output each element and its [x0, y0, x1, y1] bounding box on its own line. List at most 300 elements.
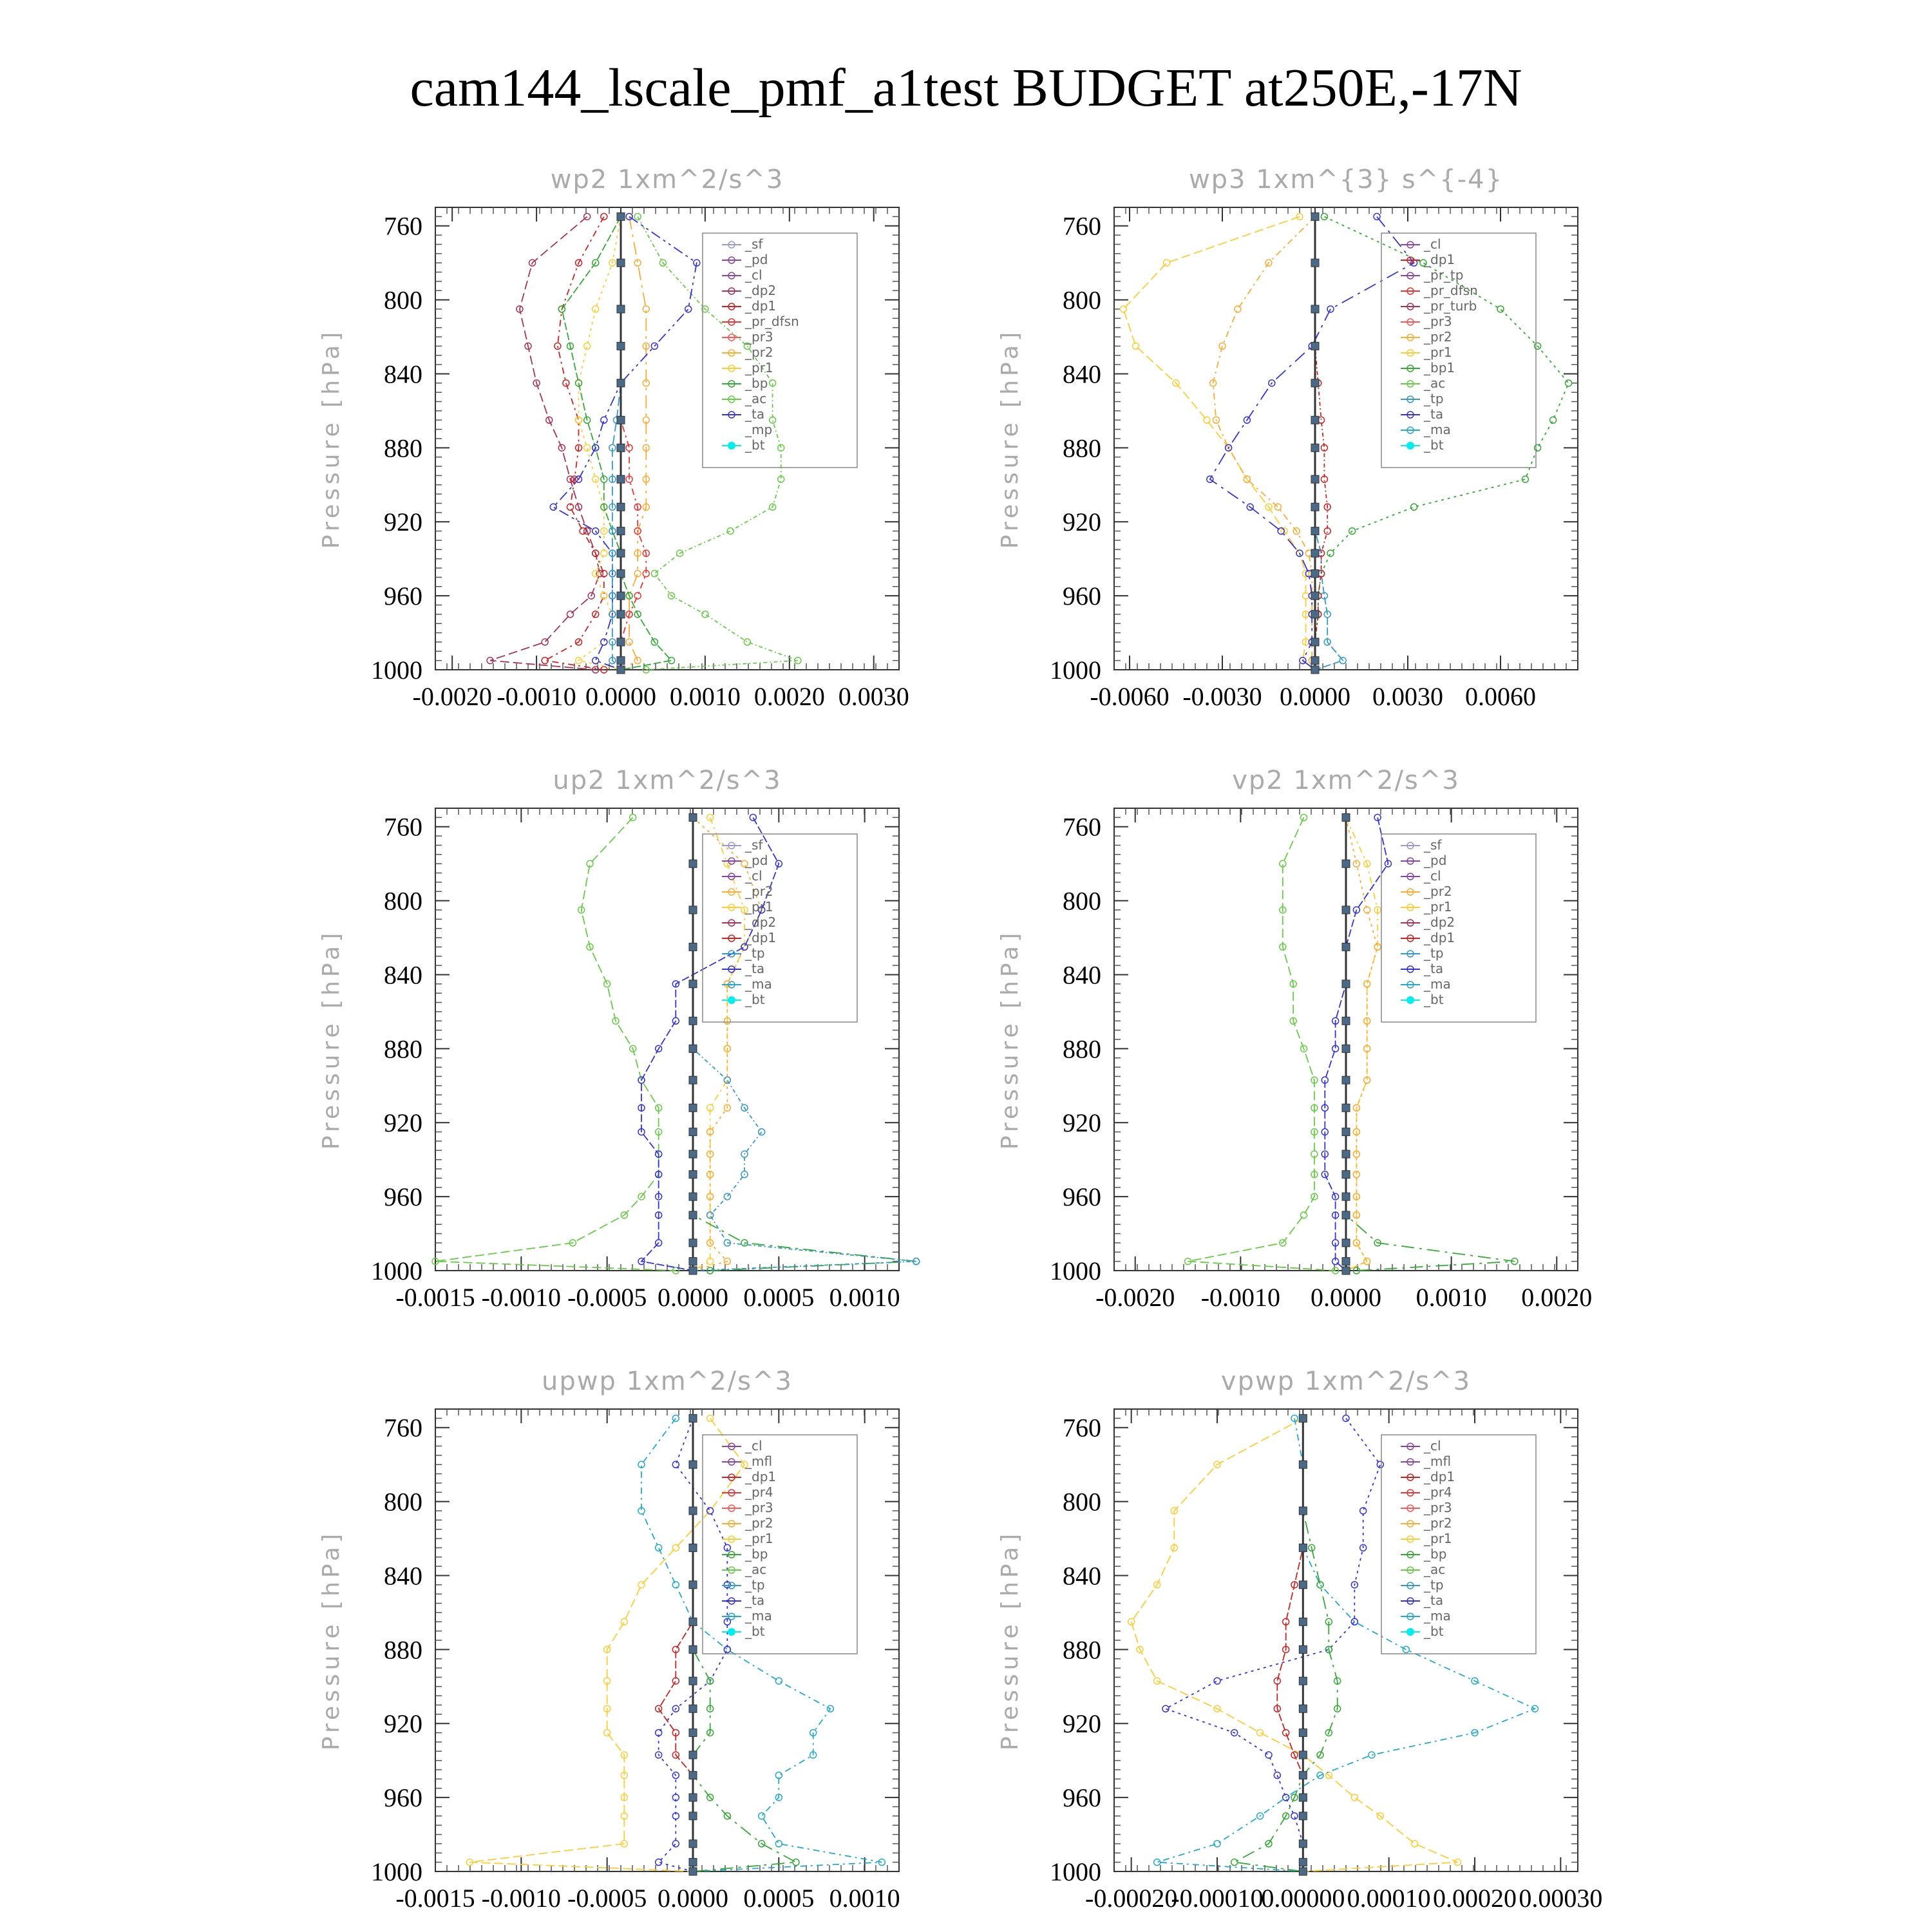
chart-panel-1 — [318, 165, 909, 711]
series-line-dp1 — [1277, 1418, 1303, 1871]
legend-label: _ta — [745, 1593, 765, 1608]
x-tick-label: -0.0010 — [481, 1283, 561, 1312]
legend-label: _dp1 — [1424, 1469, 1455, 1484]
data-point — [1342, 1239, 1350, 1247]
x-tick-label: 0.0030 — [1372, 682, 1443, 711]
data-point — [1311, 444, 1319, 451]
data-point — [1342, 1045, 1350, 1052]
x-tick-label: 0.0030 — [838, 682, 909, 711]
y-tick-label: 880 — [384, 433, 422, 463]
data-point — [1296, 213, 1303, 220]
y-tick-label: 880 — [1063, 433, 1101, 463]
legend-label: _pr_dfsn — [1424, 283, 1478, 298]
panel-title: up2 1xm^2/s^3 — [553, 766, 782, 795]
data-point — [617, 342, 625, 350]
legend-label: _dp1 — [745, 298, 777, 314]
data-point — [1274, 504, 1281, 510]
legend-label: _pr3 — [745, 329, 773, 345]
y-tick-label: 760 — [384, 211, 422, 241]
y-tick-label: 800 — [384, 285, 422, 315]
data-point — [617, 638, 625, 646]
data-point — [689, 1868, 697, 1875]
data-point — [638, 1582, 645, 1588]
data-point — [1342, 1128, 1350, 1136]
data-point — [567, 611, 573, 618]
data-point — [601, 417, 607, 423]
data-point — [1342, 943, 1350, 951]
series-line-tp — [1315, 216, 1343, 670]
legend-label: _pr2 — [745, 1515, 773, 1531]
data-point — [1311, 379, 1319, 387]
legend-label: _tp — [1424, 945, 1444, 961]
data-point — [689, 860, 697, 867]
legend-label: _sf — [745, 837, 763, 853]
legend-label: _ac — [745, 391, 767, 406]
data-point — [689, 1859, 697, 1866]
data-point — [1299, 1677, 1307, 1685]
legend-label: _sf — [745, 236, 763, 252]
data-point — [1311, 666, 1319, 674]
data-point — [1235, 306, 1241, 312]
series-line-ta — [1210, 216, 1414, 670]
data-point — [1368, 1752, 1375, 1758]
chart-panel-5 — [318, 1367, 900, 1913]
legend-label: _bp — [1424, 1546, 1447, 1562]
legend-label: _ta — [1424, 1593, 1444, 1608]
y-tick-label: 840 — [384, 1561, 422, 1591]
data-point — [778, 444, 784, 451]
data-point — [626, 444, 632, 451]
data-point — [601, 213, 607, 220]
series-line-pr-dfsn — [621, 216, 646, 670]
data-point — [1342, 906, 1350, 914]
legend-label: _dp1 — [1424, 930, 1455, 945]
data-point — [1204, 417, 1210, 423]
data-point — [617, 416, 625, 424]
series-line-pr2 — [621, 216, 646, 670]
y-tick-label: 800 — [1063, 285, 1101, 315]
legend-label: _bt — [745, 992, 765, 1007]
data-point — [689, 1104, 697, 1112]
legend-label: _pr2 — [745, 884, 773, 899]
data-point — [689, 1507, 697, 1515]
data-point — [1265, 1752, 1272, 1758]
data-point — [759, 1129, 765, 1135]
y-tick-label: 960 — [384, 582, 422, 611]
y-tick-label: 920 — [384, 1709, 422, 1739]
y-axis-label: Pressure [hPa] — [997, 929, 1023, 1150]
data-point — [1299, 1507, 1307, 1515]
y-tick-label: 840 — [384, 359, 422, 389]
chart-panel-2 — [997, 165, 1578, 711]
data-point — [617, 570, 625, 578]
legend-label: _pd — [745, 853, 768, 868]
legend-label: _bp — [745, 375, 768, 391]
x-tick-label: -0.0010 — [1200, 1283, 1281, 1312]
data-point — [689, 1076, 697, 1084]
data-point — [1291, 1813, 1298, 1819]
legend-marker — [728, 996, 735, 1004]
panel-title: wp3 1xm^{3} s^{-4} — [1188, 165, 1504, 194]
y-tick-label: 960 — [384, 1182, 422, 1212]
data-point — [1299, 1812, 1307, 1820]
data-point — [1311, 638, 1319, 646]
data-point — [1342, 1171, 1350, 1179]
data-point — [542, 639, 548, 645]
legend-label: _pr4 — [745, 1484, 773, 1500]
data-point — [1343, 1415, 1349, 1421]
data-point — [1412, 1841, 1418, 1847]
y-tick-label: 920 — [384, 1108, 422, 1138]
data-point — [1327, 550, 1334, 556]
y-tick-label: 920 — [1063, 1709, 1101, 1739]
data-point — [1342, 1150, 1350, 1158]
y-tick-label: 800 — [384, 1487, 422, 1517]
legend-box — [1381, 1435, 1536, 1654]
legend-label: _pr2 — [745, 345, 773, 360]
data-point — [1342, 813, 1350, 821]
data-point — [592, 658, 599, 664]
legend-label: _pr4 — [1424, 1484, 1452, 1500]
data-point — [1360, 1508, 1367, 1514]
legend-label: _bt — [1424, 437, 1444, 453]
data-point — [1299, 1618, 1307, 1625]
data-point — [689, 1267, 697, 1274]
data-point — [1342, 1104, 1350, 1112]
data-point — [1311, 475, 1319, 483]
data-point — [656, 1544, 662, 1551]
data-point — [1311, 549, 1319, 557]
y-tick-label: 880 — [384, 1635, 422, 1665]
x-tick-label: -0.00010 — [1171, 1884, 1264, 1913]
data-point — [1214, 1678, 1220, 1684]
data-point — [689, 1840, 697, 1848]
data-point — [1299, 1840, 1307, 1848]
data-point — [689, 1461, 697, 1468]
x-tick-label: 0.00030 — [1519, 1884, 1603, 1913]
data-point — [689, 1751, 697, 1759]
data-point — [617, 305, 625, 313]
data-point — [750, 814, 756, 820]
y-tick-label: 960 — [1063, 1182, 1101, 1212]
legend-label: _ac — [1424, 375, 1446, 391]
data-point — [601, 639, 607, 645]
x-tick-label: 0.0020 — [753, 682, 825, 711]
legend-label: _pr3 — [1424, 314, 1452, 329]
legend-label: _tp — [745, 945, 765, 961]
data-point — [672, 1582, 679, 1588]
data-point — [604, 1730, 611, 1736]
legend-label: _cl — [745, 1438, 762, 1454]
data-point — [1299, 1859, 1307, 1866]
data-point — [621, 1618, 627, 1625]
y-tick-label: 1000 — [371, 1256, 422, 1285]
legend-label: _tp — [745, 1577, 765, 1593]
legend-label: _cl — [745, 267, 762, 283]
data-point — [1283, 1730, 1289, 1736]
y-tick-label: 800 — [1063, 1487, 1101, 1517]
legend-label: _cl — [1424, 236, 1441, 252]
plot-frame — [1114, 207, 1578, 670]
data-point — [689, 1211, 697, 1219]
data-point — [689, 1705, 697, 1712]
y-tick-label: 800 — [1063, 886, 1101, 916]
x-tick-label: 0.0000 — [585, 682, 656, 711]
data-point — [793, 1859, 799, 1866]
panel-title: upwp 1xm^2/s^3 — [542, 1367, 793, 1396]
data-point — [685, 306, 692, 312]
data-point — [1311, 259, 1319, 267]
y-tick-label: 920 — [384, 507, 422, 537]
data-point — [1299, 1729, 1307, 1737]
x-tick-label: 0.0010 — [669, 682, 741, 711]
data-point — [630, 814, 636, 820]
data-point — [689, 1414, 697, 1422]
panel-title: wp2 1xm^2/s^3 — [550, 165, 784, 194]
data-point — [626, 639, 632, 645]
y-tick-label: 760 — [384, 1413, 422, 1443]
y-tick-label: 760 — [1063, 211, 1101, 241]
legend-label: _ma — [1424, 422, 1451, 437]
legend-label: _ma — [745, 1608, 772, 1624]
legend-marker — [728, 427, 735, 433]
series-line-ta — [1325, 817, 1388, 1271]
data-point — [651, 571, 658, 577]
legend-label: _dp1 — [745, 930, 777, 945]
x-tick-label: -0.0060 — [1090, 682, 1170, 711]
data-point — [672, 1461, 679, 1468]
data-point — [617, 259, 625, 267]
data-point — [1566, 380, 1572, 386]
data-point — [634, 213, 641, 220]
series-line-pr1 — [1132, 1418, 1458, 1871]
y-tick-label: 920 — [1063, 1108, 1101, 1138]
legend-label: _sf — [1424, 837, 1442, 853]
x-tick-label: -0.0015 — [395, 1884, 475, 1913]
y-tick-label: 840 — [1063, 960, 1101, 990]
data-point — [617, 444, 625, 451]
data-point — [689, 1544, 697, 1551]
data-point — [672, 1544, 679, 1551]
legend-label: _mfl — [1424, 1454, 1452, 1469]
legend-label: _mp — [745, 422, 773, 437]
data-point — [1120, 306, 1126, 312]
legend-label: _ma — [1424, 976, 1451, 992]
y-tick-label: 840 — [1063, 359, 1101, 389]
legend-label: _cl — [1424, 868, 1441, 884]
data-point — [775, 1841, 782, 1847]
legend-label: _bt — [745, 1624, 765, 1639]
data-point — [563, 380, 569, 386]
data-point — [617, 666, 625, 674]
x-tick-label: 0.0000 — [1280, 682, 1350, 711]
data-point — [1351, 1794, 1358, 1801]
data-point — [1311, 503, 1319, 511]
series-line-tp — [612, 216, 621, 670]
chart-panel-4 — [997, 766, 1592, 1312]
y-tick-label: 1000 — [1050, 1256, 1101, 1285]
data-point — [617, 475, 625, 483]
data-point — [1299, 1645, 1307, 1653]
y-tick-label: 800 — [384, 886, 422, 916]
legend-label: _pr3 — [1424, 1500, 1452, 1515]
data-point — [1299, 1794, 1307, 1801]
data-point — [1162, 1705, 1169, 1712]
legend-label: _pr1 — [745, 360, 773, 375]
data-point — [1214, 1841, 1220, 1847]
chart-panel-6 — [997, 1367, 1602, 1913]
series-line-ta — [1166, 1418, 1380, 1871]
x-tick-label: 0.0060 — [1465, 682, 1536, 711]
x-tick-label: 0.0010 — [829, 1884, 900, 1913]
y-tick-label: 1000 — [1050, 1857, 1101, 1886]
data-point — [727, 528, 734, 535]
y-tick-label: 840 — [384, 960, 422, 990]
data-point — [689, 1150, 697, 1158]
data-point — [689, 980, 697, 988]
legend-marker — [1406, 1628, 1414, 1636]
y-axis-label: Pressure [hPa] — [997, 328, 1023, 549]
data-point — [1321, 213, 1327, 220]
x-tick-label: 0.0010 — [829, 1283, 900, 1312]
y-tick-label: 960 — [1063, 582, 1101, 611]
data-point — [1311, 527, 1319, 535]
data-point — [1311, 305, 1319, 313]
data-point — [672, 1415, 679, 1421]
legend-label: _pr1 — [745, 899, 773, 914]
series-line-ta — [553, 216, 697, 670]
data-point — [707, 1415, 714, 1421]
data-point — [689, 1258, 697, 1265]
data-point — [1164, 260, 1170, 266]
data-point — [672, 1841, 679, 1847]
data-point — [1301, 1212, 1307, 1218]
data-point — [1311, 570, 1319, 578]
legend-label: _pr2 — [1424, 884, 1452, 899]
data-point — [724, 1193, 730, 1200]
x-tick-label: 0.0000 — [1311, 1283, 1381, 1312]
data-point — [1299, 1544, 1307, 1551]
plot-frame — [435, 808, 899, 1271]
data-point — [1299, 1705, 1307, 1712]
legend-label: _dp1 — [745, 1469, 777, 1484]
y-tick-label: 760 — [384, 812, 422, 842]
x-tick-label: -0.0005 — [567, 1283, 647, 1312]
data-point — [689, 1645, 697, 1653]
data-point — [759, 1813, 765, 1819]
series-line-dp1 — [659, 1418, 693, 1871]
data-point — [689, 1581, 697, 1589]
series-line-dp1 — [1188, 817, 1336, 1271]
data-point — [1299, 1414, 1307, 1422]
x-tick-label: -0.0020 — [412, 682, 492, 711]
legend-label: _pr1 — [1424, 1531, 1452, 1546]
series-line-pr1 — [693, 817, 744, 1271]
data-point — [1342, 1193, 1350, 1200]
data-point — [689, 943, 697, 951]
series-line-dp1 — [545, 216, 604, 670]
legend-label: _ta — [1424, 961, 1444, 976]
y-tick-label: 880 — [384, 1034, 422, 1064]
legend-label: _pr_dfsn — [745, 314, 799, 329]
legend-label: _pr2 — [1424, 329, 1452, 345]
legend-label: _dp2 — [1424, 914, 1455, 930]
data-point — [689, 1618, 697, 1625]
legend-label: _pr3 — [745, 1500, 773, 1515]
y-tick-label: 760 — [1063, 812, 1101, 842]
data-point — [634, 571, 641, 577]
data-point — [707, 814, 714, 820]
data-point — [1374, 213, 1380, 220]
x-tick-label: 0.0000 — [658, 1884, 728, 1913]
series-line-dp2 — [490, 216, 600, 670]
y-tick-label: 960 — [384, 1783, 422, 1813]
panel-title: vpwp 1xm^2/s^3 — [1220, 1367, 1472, 1396]
data-point — [1411, 504, 1417, 510]
data-point — [584, 213, 591, 220]
data-point — [689, 1677, 697, 1685]
legend-label: _pd — [1424, 853, 1447, 868]
y-axis-label: Pressure [hPa] — [318, 328, 345, 549]
data-point — [617, 611, 625, 618]
y-tick-label: 1000 — [1050, 656, 1101, 685]
legend-label: _pr_turb — [1424, 298, 1477, 314]
y-tick-label: 960 — [1063, 1783, 1101, 1813]
page-title: cam144_lscale_pmf_a1test BUDGET at250E,-17N — [410, 58, 1522, 118]
legend-box — [703, 233, 857, 468]
data-point — [689, 1812, 697, 1820]
data-point — [617, 213, 625, 220]
y-axis-label: Pressure [hPa] — [318, 929, 345, 1150]
legend-label: _tp — [1424, 1577, 1444, 1593]
data-point — [1231, 1859, 1238, 1866]
data-point — [1311, 657, 1319, 665]
series-line-pr1 — [469, 1418, 744, 1871]
x-tick-label: 0.0005 — [743, 1884, 815, 1913]
data-point — [689, 1017, 697, 1025]
legend-marker — [1406, 996, 1414, 1004]
legend-label: _ma — [1424, 1608, 1451, 1624]
data-point — [617, 549, 625, 557]
data-point — [707, 1508, 714, 1514]
data-point — [689, 1193, 697, 1200]
x-tick-label: -0.0010 — [497, 682, 576, 711]
legend-label: _bt — [1424, 1624, 1444, 1639]
data-point — [689, 1045, 697, 1052]
data-point — [689, 1239, 697, 1247]
legend-box — [703, 834, 857, 1022]
data-point — [1535, 444, 1541, 451]
x-tick-label: 0.00010 — [1347, 1884, 1431, 1913]
plot-frame — [1114, 1409, 1578, 1871]
data-point — [689, 1171, 697, 1179]
series-line-dp2 — [693, 817, 916, 1271]
x-tick-label: 0.0020 — [1521, 1283, 1593, 1312]
legend-label: _bt — [1424, 992, 1444, 1007]
legend-label: _dp2 — [745, 283, 777, 298]
series-line-pr2 — [1213, 216, 1315, 670]
data-point — [617, 657, 625, 665]
plot-frame — [435, 207, 899, 670]
x-tick-label: -0.0005 — [567, 1884, 647, 1913]
legend-label: _ac — [745, 1562, 767, 1577]
data-point — [1299, 1581, 1307, 1589]
y-tick-label: 840 — [1063, 1561, 1101, 1591]
legend-marker — [728, 1628, 735, 1636]
data-point — [1342, 1017, 1350, 1025]
y-tick-label: 1000 — [371, 1857, 422, 1886]
legend-label: _dp2 — [745, 914, 777, 930]
